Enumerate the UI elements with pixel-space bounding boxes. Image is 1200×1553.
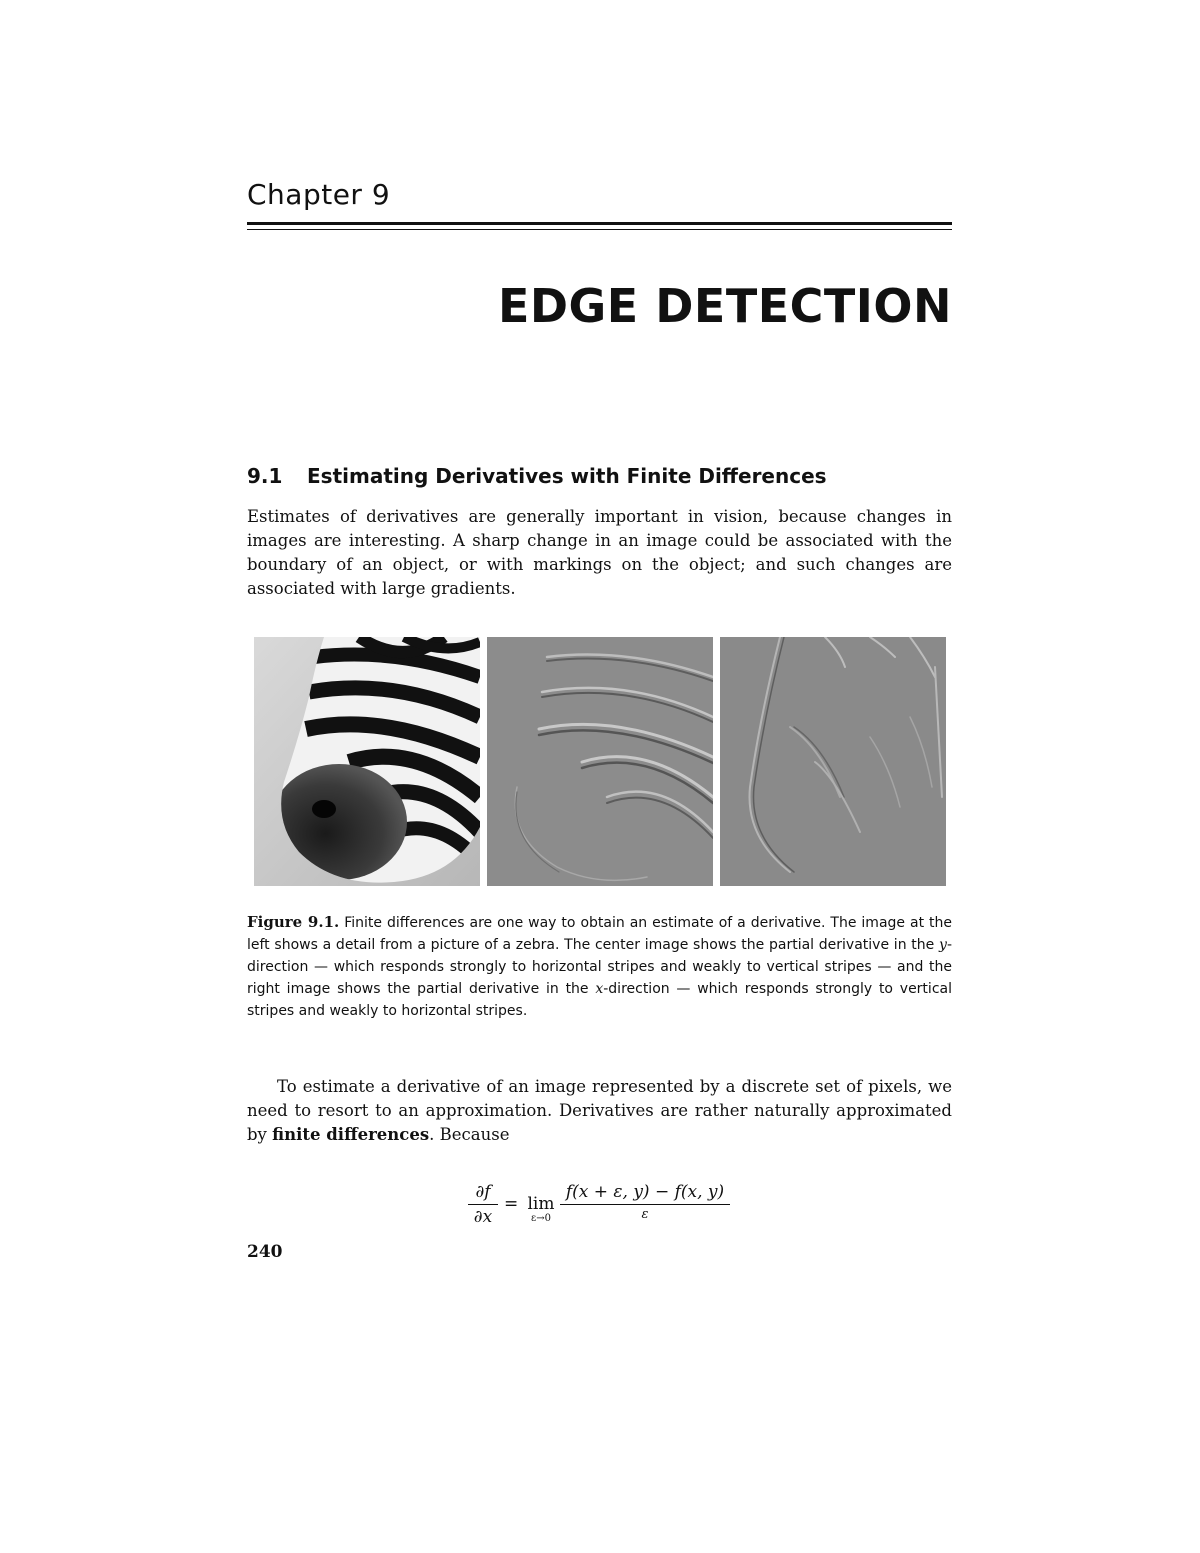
equation-equals: =	[504, 1194, 519, 1214]
chapter-title: EDGE DETECTION	[497, 279, 952, 333]
figure-caption-text-3: -direction — which responds strongly to vertical stripes and weakly to horizontal stripes.	[247, 981, 952, 1019]
chapter-rule-thick	[247, 222, 952, 225]
figure-caption-var-y: y	[939, 937, 947, 953]
equation-rhs-denominator: ε	[641, 1207, 649, 1222]
second-paragraph-text-1: To estimate a derivative of an image represented by a discrete set of pixels, we need to resort to an approximation. Derivatives are rather naturally approximated by	[247, 1077, 952, 1144]
figure-caption-label: Figure 9.1.	[247, 913, 340, 931]
intro-paragraph: Estimates of derivatives are generally important in vision, because changes in images are interesting. A sharp change in an image could be associated with the boundary of an object, or with markings on the object; and such changes are associated with large gradients.	[247, 507, 952, 598]
equation-lim-subscript: ε→0	[531, 1213, 551, 1224]
page-number: 240	[247, 1242, 283, 1262]
chapter-rule-thin	[247, 229, 952, 230]
equation-lhs-numerator: ∂f	[475, 1182, 491, 1202]
figure-caption-var-x: x	[595, 981, 604, 997]
equation-lim: lim	[527, 1194, 555, 1214]
derivative-equation	[400, 1180, 800, 1240]
second-paragraph-text-2: . Because	[429, 1125, 510, 1144]
chapter-label: Chapter 9	[247, 178, 391, 211]
equation-rhs-fraction	[560, 1182, 730, 1222]
section-heading	[247, 464, 827, 488]
figure-x-derivative-image	[720, 637, 946, 886]
figure-caption-text-1: Finite differences are one way to obtain an estimate of a derivative. The image at the left shows a detail from a picture of a zebra. The center image shows the partial derivative in the	[247, 915, 952, 953]
figure-caption	[247, 911, 952, 1022]
finite-differences-term: finite differences	[272, 1125, 430, 1144]
figure-caption-text-2: -direction — which responds strongly to horizontal stripes and weakly to vertical stripes — and the right image shows the partial derivative in the	[247, 937, 952, 997]
section-number: 9.1	[247, 464, 283, 488]
equation-limit	[524, 1194, 558, 1224]
equation-lhs-fraction	[468, 1182, 498, 1227]
equation-rhs-numerator: f(x + ε, y) − f(x, y)	[565, 1182, 725, 1202]
figure-y-derivative-image	[487, 637, 713, 886]
equation-lhs-denominator: ∂x	[473, 1207, 493, 1227]
figure-zebra-image	[254, 637, 480, 886]
section-title: Estimating Derivatives with Finite Differences	[307, 464, 827, 488]
second-paragraph	[247, 1075, 952, 1147]
